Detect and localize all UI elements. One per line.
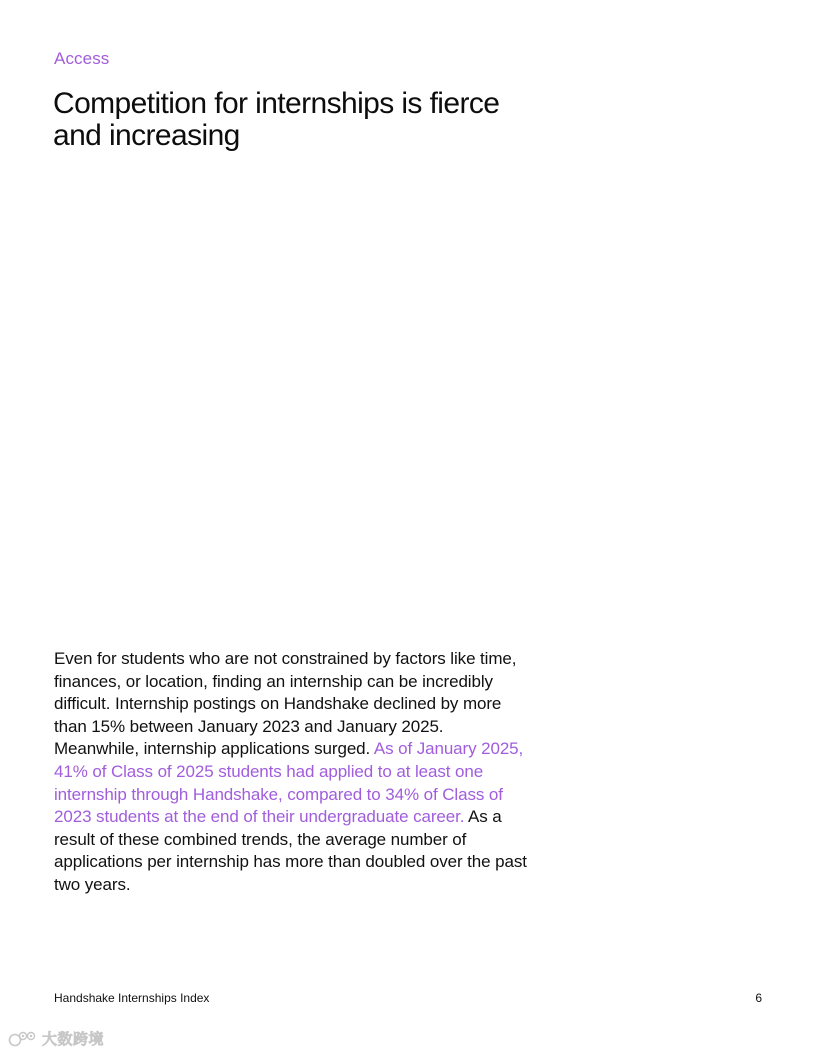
watermark-text: 大数跨境 [42, 1030, 105, 1048]
body-outro-text: As a result of these combined trends, the average number of applications per internship has more than doubled over the past two years. [54, 807, 527, 894]
watermark-logo-icon [8, 1029, 38, 1049]
body-highlight-text: As of January 2025, 41% of Class of 2025 students had applied to at least one internship through Handshake, compared to 34% of Class of 2023 students at the end of their undergraduate career. [54, 739, 524, 827]
section-label: Access [54, 49, 110, 68]
body-paragraph [54, 648, 529, 897]
page-title: Competition for internships is fierce and increasing [53, 87, 500, 152]
page-number: 6 [755, 991, 762, 1005]
watermark [8, 1028, 104, 1049]
body-intro-text: Even for students who are not constrained by factors like time, finances, or location, finding an internship can be incredibly difficult. Internship postings on Handshake declined by more than 15% between January 2023 and January 2025. Meanwhile, internship applications surged. [54, 649, 517, 759]
footer-document-title: Handshake Internships Index [54, 991, 210, 1005]
